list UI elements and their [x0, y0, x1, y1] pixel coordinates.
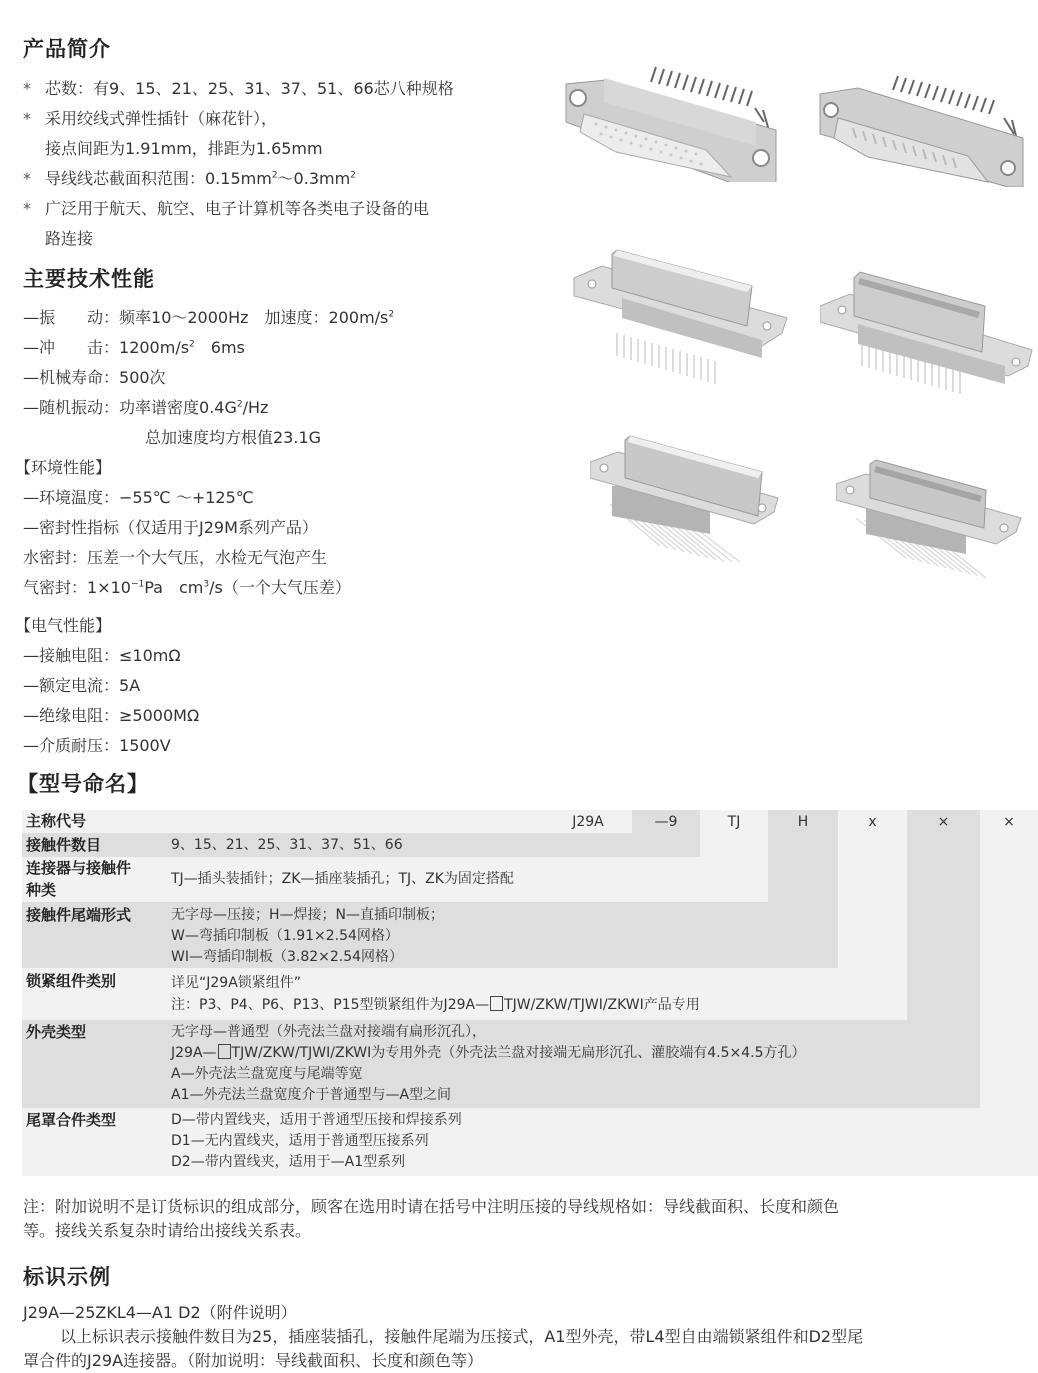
spec-random-vibration: —随机振动：功率谱密度$0.4G^2/Hz$: [23, 398, 269, 417]
connector-icon: [572, 248, 792, 388]
connector-icon: [836, 458, 1026, 588]
row-text-tail-form: WI—弯插印制板（3.82×2.54网格）: [171, 949, 404, 965]
row-text-hood-type: D—带内置线夹，适用于普通型压接和焊接系列: [171, 1112, 462, 1128]
bullet-item: * 导线线芯截面积范围：$0.15mm^2\sim 0.3mm^2$: [23, 164, 454, 194]
spec-water-seal: 水密封：压差一个大气压，水检无气泡产生: [23, 548, 328, 567]
row-text-tail-form: W—弯插印制板（1.91×2.54网格）: [171, 928, 399, 944]
code-part-count: —9: [654, 814, 678, 830]
spec-rated-current: —额定电流：5A: [23, 676, 141, 695]
row-label-hood-type: 尾罩合件类型: [26, 1111, 117, 1129]
row-text-lock-type: 详见“J29A锁紧组件”: [171, 975, 302, 991]
code-part-type: TJ: [727, 814, 741, 830]
row-label-contact-count: 接触件数目: [26, 836, 102, 854]
row-text-connector-type: TJ—插头装插针；ZK—插座装插孔；TJ、ZK为固定搭配: [171, 871, 514, 887]
connector-icon: [590, 434, 790, 564]
row-text-shell-type: 无字母—普通型（外壳法兰盘对接端有扁形沉孔），: [171, 1024, 486, 1040]
spec-contact-resistance: —接触电阻：≤10mΩ: [23, 646, 181, 665]
bullet-item: * 采用绞线式弹性插针（麻花针），: [23, 104, 454, 134]
row-label-connector-type: 连接器与接触件: [26, 859, 132, 877]
row-label-tail-form: 接触件尾端形式: [26, 906, 132, 924]
code-part-tail: H: [797, 814, 809, 830]
product-image-5: [590, 434, 790, 564]
product-image-2: [818, 72, 1033, 187]
row-text-hood-type: D1—无内置线夹，适用于普通型压接系列: [171, 1133, 429, 1149]
spec-life: —机械寿命：500次: [23, 368, 166, 387]
row-text-hood-type: D2—带内置线夹，适用于—A1型系列: [171, 1154, 406, 1170]
example-code: J29A—25ZKL4—A1 D2（附件说明）: [23, 1303, 297, 1322]
connector-icon: [556, 62, 786, 182]
spec-vibration: —振 动：频率10～2000Hz 加速度：$200m/s^2$: [23, 308, 395, 327]
bullet-item: * 芯数：有9、15、21、25、31、37、51、66芯八种规格: [23, 74, 454, 104]
asterisk-icon: *: [23, 79, 31, 98]
asterisk-icon: *: [23, 169, 31, 188]
row-text-contact-count: 9、15、21、25、31、37、51、66: [171, 837, 403, 853]
row-label-connector-type-cont: 种类: [26, 881, 57, 899]
spec-temperature: —环境温度：−55℃ ～+125℃: [23, 488, 254, 507]
spec-dielectric: —介质耐压：1500V: [23, 736, 171, 755]
connector-icon: [820, 258, 1035, 398]
intro-title: 产品简介: [23, 37, 111, 61]
row-text-shell-type: A1—外壳法兰盘宽度介于普通型与—A型之间: [171, 1087, 452, 1103]
naming-title: 【型号命名】: [17, 772, 149, 796]
asterisk-icon: *: [23, 109, 31, 128]
tech-title: 主要技术性能: [23, 267, 155, 291]
bullet-item: * 广泛用于航天、航空、电子计算机等各类电子设备的电: [23, 194, 454, 224]
row-text-tail-form: 无字母—压接；H—焊接；N—直插印制板；: [171, 907, 444, 923]
bullet-item-cont: 路连接: [45, 229, 94, 248]
row-text-shell-type: J29A— TJW/ZKW/TJWI/ZKWI为专用外壳（外壳法兰盘对接端无扁形沉孔、灌胶端有4.5×4.5方孔）: [171, 1045, 806, 1061]
row-label-shell-type: 外壳类型: [26, 1023, 87, 1041]
code-part-lock: x: [868, 814, 877, 830]
spec-random-vibration-cont: 总加速度均方根值23.1G: [145, 428, 322, 447]
product-image-4: [820, 258, 1035, 398]
code-part-hood: ×: [1003, 814, 1015, 830]
spec-shock: —冲 击：$1200m/s^2$ 6ms: [23, 338, 245, 357]
example-title: 标识示例: [23, 1265, 111, 1289]
product-image-6: [836, 458, 1026, 588]
note-line-1: 注：附加说明不是订货标识的组成部分，顾客在选用时请在括号中注明压接的导线规格如：导线截面积、长度和颜色: [23, 1197, 840, 1216]
product-image-1: [556, 62, 786, 182]
elec-title: 【电气性能】: [15, 616, 112, 635]
spec-air-seal: 气密封：$1\times 10^{-1}Pa$ $cm^3/s$（一个大气压差）: [23, 578, 351, 597]
intro-bullets: [23, 74, 454, 254]
example-desc-1: 以上标识表示接触件数目为25，插座装插孔，接触件尾端为压接式，A1型外壳，带L4型自由端锁紧组件和D2型尾: [60, 1327, 864, 1346]
code-part-main: J29A: [572, 814, 604, 830]
row-label-main-code: 主称代号: [26, 812, 87, 830]
row-label-lock-type: 锁紧组件类别: [26, 972, 117, 990]
asterisk-icon: *: [23, 199, 31, 218]
placeholder-box-icon: [490, 996, 503, 1011]
bullet-item-cont: 接点间距为1.91mm，排距为1.65mm: [45, 139, 323, 158]
product-image-3: [572, 248, 792, 388]
row-text-lock-type: 注：P3、P4、P6、P13、P15型锁紧组件为J29A— TJW/ZKW/TJWI/ZKWI产品专用: [171, 997, 700, 1013]
connector-icon: [818, 72, 1033, 187]
spec-insulation: —绝缘电阻：≥5000MΩ: [23, 706, 200, 725]
tech-specs: [15, 303, 395, 603]
example-desc-2: 罩合件的J29A连接器。（附加说明：导线截面积、长度和颜色等）: [23, 1351, 484, 1370]
spec-seal: —密封性指标（仅适用于J29M系列产品）: [23, 518, 318, 537]
elec-specs: [23, 641, 199, 761]
placeholder-box-icon: [218, 1044, 231, 1059]
code-part-shell: ×: [937, 814, 950, 830]
row-text-shell-type: A—外壳法兰盘宽度与尾端等宽: [171, 1066, 363, 1082]
step-bg: [22, 810, 632, 833]
env-title: 【环境性能】: [15, 458, 112, 477]
note-line-2: 等。接线关系复杂时请给出接线关系表。: [23, 1221, 312, 1240]
